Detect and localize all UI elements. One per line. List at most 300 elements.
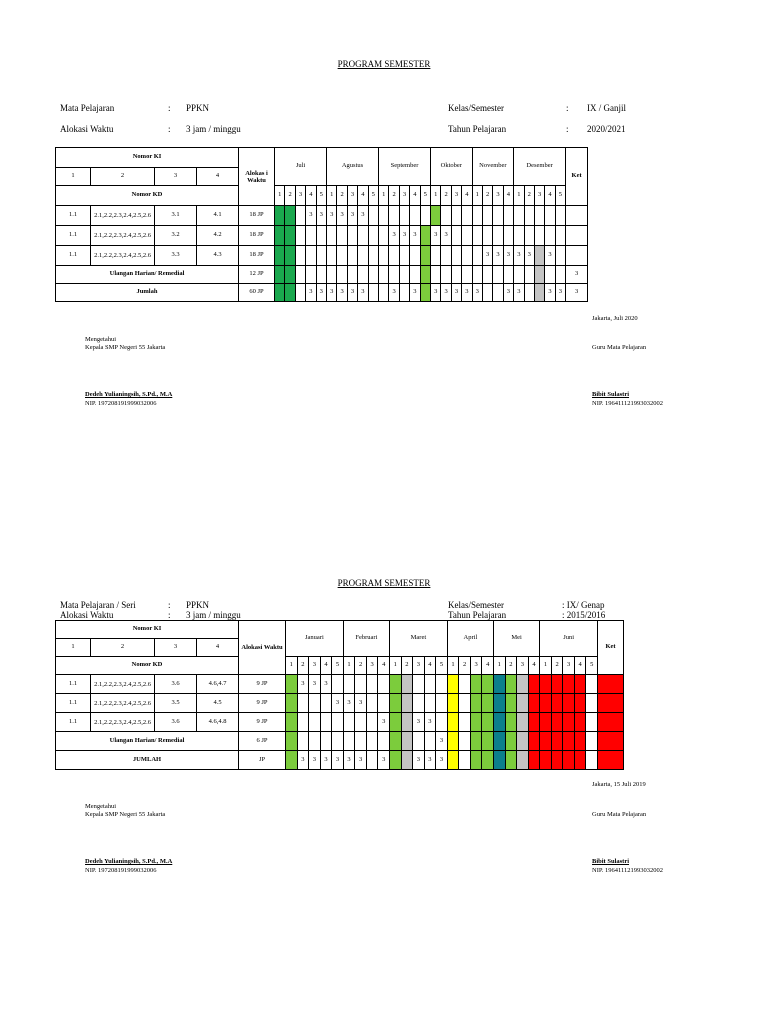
week-cell <box>441 246 451 266</box>
week-cell: 3 <box>389 284 399 302</box>
week-cell: 3 <box>514 246 524 266</box>
week-cell <box>493 226 503 246</box>
tahun-value: : 2015/2016 <box>562 610 606 620</box>
week-number: 4 <box>528 657 540 675</box>
nomor-ki-header: Nomor KI <box>56 621 239 639</box>
week-cell <box>413 694 425 713</box>
week-cell <box>286 751 298 770</box>
week-cell <box>482 732 494 751</box>
week-number: 1 <box>540 657 552 675</box>
week-cell <box>420 284 430 302</box>
week-cell <box>297 713 309 732</box>
alokasi-value: 18 JP <box>239 246 275 266</box>
week-cell <box>401 675 413 694</box>
alokasi-value: 18 JP <box>239 206 275 226</box>
week-number: 3 <box>493 186 503 206</box>
week-cell <box>462 246 472 266</box>
week-cell <box>451 206 461 226</box>
sig-right-position: Guru Mata Pelajaran <box>592 344 647 351</box>
week-cell <box>551 713 563 732</box>
week-cell: 3 <box>424 713 436 732</box>
week-cell: 3 <box>424 751 436 770</box>
week-cell <box>424 732 436 751</box>
week-cell <box>517 675 529 694</box>
sig-left-nip: NIP. 197208191999032006 <box>85 400 157 407</box>
kd-cell: 1.1 <box>56 206 91 226</box>
week-number: 3 <box>451 186 461 206</box>
week-cell <box>563 675 575 694</box>
week-cell: 3 <box>316 206 326 226</box>
nomor-ki-header: Nomor KI <box>56 148 239 168</box>
week-cell <box>534 246 544 266</box>
week-cell <box>482 675 494 694</box>
week-cell: 3 <box>545 246 555 266</box>
alokasi-value: 3 jam / minggu <box>186 610 241 620</box>
sig-right-nip: NIP. 196411121993032002 <box>592 867 664 874</box>
week-cell <box>540 675 552 694</box>
week-cell: 3 <box>462 284 472 302</box>
week-cell: 3 <box>343 694 355 713</box>
alokasi-value: 60 JP <box>239 284 275 302</box>
week-cell <box>524 206 534 226</box>
week-cell <box>275 284 285 302</box>
month-header: Februari <box>343 621 389 657</box>
week-cell: 3 <box>320 675 332 694</box>
alokasi-value: 9 JP <box>239 694 286 713</box>
week-cell <box>366 694 378 713</box>
week-number: 5 <box>586 657 598 675</box>
week-cell <box>368 206 378 226</box>
week-cell <box>285 246 295 266</box>
week-cell <box>472 246 482 266</box>
week-number: 2 <box>459 657 471 675</box>
week-cell <box>337 246 347 266</box>
week-cell: 3 <box>355 751 367 770</box>
week-cell <box>534 266 544 284</box>
week-cell <box>436 694 448 713</box>
week-cell <box>459 732 471 751</box>
week-cell <box>505 732 517 751</box>
week-cell: 3 <box>297 675 309 694</box>
week-cell <box>358 226 368 246</box>
week-number: 3 <box>563 657 575 675</box>
week-cell <box>320 694 332 713</box>
week-cell <box>505 694 517 713</box>
ket-cell <box>566 226 588 246</box>
week-cell: 3 <box>306 206 316 226</box>
week-cell <box>368 246 378 266</box>
week-cell <box>447 675 459 694</box>
week-cell <box>379 266 389 284</box>
week-cell <box>410 246 420 266</box>
page-title: PROGRAM SEMESTER <box>337 578 431 588</box>
week-cell <box>332 713 344 732</box>
week-cell <box>514 226 524 246</box>
week-cell <box>285 284 295 302</box>
week-number: 5 <box>436 657 448 675</box>
week-cell <box>309 694 321 713</box>
nomor-kd-header: Nomor KD <box>56 657 239 675</box>
week-cell: 3 <box>524 246 534 266</box>
week-cell <box>563 694 575 713</box>
week-number: 5 <box>332 657 344 675</box>
ki-number: 3 <box>155 168 197 186</box>
week-number: 1 <box>390 657 402 675</box>
week-number: 3 <box>295 186 305 206</box>
week-cell <box>286 694 298 713</box>
week-cell: 3 <box>413 751 425 770</box>
mapel-label: Mata Pelajaran <box>60 103 115 113</box>
week-cell <box>574 751 586 770</box>
alokasi-label: Alokasi Waktu <box>60 124 114 134</box>
kd-cell: 1.1 <box>56 713 91 732</box>
month-header: Juli <box>275 148 327 186</box>
week-cell <box>551 675 563 694</box>
week-cell <box>555 246 565 266</box>
ki-number: 3 <box>155 639 197 657</box>
week-cell <box>493 284 503 302</box>
kd-cell: 1.1 <box>56 246 91 266</box>
week-cell: 3 <box>337 284 347 302</box>
week-cell <box>441 266 451 284</box>
week-cell <box>332 732 344 751</box>
alokasi-label: Alokasi Waktu <box>60 610 114 620</box>
week-cell <box>431 206 441 226</box>
week-cell <box>514 266 524 284</box>
week-cell: 3 <box>493 246 503 266</box>
week-cell <box>285 226 295 246</box>
ket-cell <box>566 206 588 226</box>
week-cell <box>503 226 513 246</box>
semester-table <box>55 147 588 302</box>
week-cell <box>528 694 540 713</box>
week-cell <box>306 246 316 266</box>
month-header: Oktober <box>431 148 473 186</box>
week-cell <box>551 732 563 751</box>
week-cell <box>555 266 565 284</box>
week-cell: 3 <box>378 713 390 732</box>
week-cell <box>320 713 332 732</box>
kd-cell: 2.1,2.2,2.3,2.4,2.5,2.6 <box>91 206 155 226</box>
week-cell: 3 <box>327 284 337 302</box>
week-cell <box>295 246 305 266</box>
week-number: 2 <box>297 657 309 675</box>
week-cell <box>399 206 409 226</box>
week-cell <box>472 226 482 246</box>
week-number: 1 <box>472 186 482 206</box>
tahun-colon: : <box>566 124 569 134</box>
week-number: 1 <box>431 186 441 206</box>
kelas-label: Kelas/Semester <box>448 600 504 610</box>
week-cell: 3 <box>327 206 337 226</box>
week-cell <box>574 694 586 713</box>
sig-right-nip: NIP. 196411121993032002 <box>592 400 664 407</box>
week-cell <box>316 246 326 266</box>
week-cell <box>528 713 540 732</box>
week-number: 2 <box>401 657 413 675</box>
week-number: 2 <box>524 186 534 206</box>
ki-number: 4 <box>197 168 239 186</box>
week-cell <box>378 694 390 713</box>
week-number: 5 <box>368 186 378 206</box>
week-cell <box>482 206 492 226</box>
tahun-label: Tahun Pelajaran <box>448 124 507 134</box>
week-number: 1 <box>494 657 506 675</box>
week-cell <box>368 266 378 284</box>
mapel-colon: : <box>168 600 171 610</box>
kd-cell: 4.3 <box>197 246 239 266</box>
week-cell <box>337 266 347 284</box>
week-cell: 3 <box>399 226 409 246</box>
week-cell <box>528 675 540 694</box>
week-cell <box>347 226 357 246</box>
ket-cell <box>598 675 624 694</box>
week-cell <box>390 732 402 751</box>
kd-cell: 3.1 <box>155 206 197 226</box>
week-cell <box>401 732 413 751</box>
week-number: 2 <box>389 186 399 206</box>
week-cell <box>472 266 482 284</box>
week-number: 4 <box>424 657 436 675</box>
week-number: 3 <box>517 657 529 675</box>
week-number: 5 <box>316 186 326 206</box>
week-cell: 3 <box>472 284 482 302</box>
sig-right-position: Guru Mata Pelajaran <box>592 811 647 818</box>
week-cell <box>401 694 413 713</box>
sig-left-position: Kepala SMP Negeri 55 Jakarta <box>85 344 166 351</box>
week-cell <box>540 751 552 770</box>
ket-cell: 3 <box>566 284 588 302</box>
week-cell <box>389 246 399 266</box>
week-cell <box>470 751 482 770</box>
week-cell <box>309 713 321 732</box>
week-cell: 3 <box>355 694 367 713</box>
nomor-kd-header: Nomor KD <box>56 186 239 206</box>
kd-cell: 4.1 <box>197 206 239 226</box>
week-number: 1 <box>343 657 355 675</box>
week-cell <box>275 226 285 246</box>
week-cell <box>327 266 337 284</box>
week-cell <box>295 266 305 284</box>
week-cell <box>431 246 441 266</box>
week-cell <box>368 226 378 246</box>
week-cell <box>379 226 389 246</box>
mapel-value: PPKN <box>186 600 210 610</box>
month-header: September <box>379 148 431 186</box>
week-cell: 3 <box>503 246 513 266</box>
week-cell <box>366 751 378 770</box>
alokasi-value: 9 JP <box>239 713 286 732</box>
month-header: Mei <box>494 621 540 657</box>
week-cell: 3 <box>431 284 441 302</box>
week-number: 1 <box>514 186 524 206</box>
week-cell <box>503 266 513 284</box>
sig-left-name: Dedeh Yulianingsih, S.Pd., M.A <box>85 858 173 865</box>
week-cell: 3 <box>306 284 316 302</box>
week-cell <box>524 284 534 302</box>
week-cell <box>586 732 598 751</box>
week-cell: 3 <box>389 226 399 246</box>
week-cell <box>493 206 503 226</box>
week-cell <box>494 675 506 694</box>
week-cell: 3 <box>436 732 448 751</box>
week-cell: 3 <box>410 226 420 246</box>
week-number: 1 <box>286 657 298 675</box>
week-cell <box>420 246 430 266</box>
week-cell <box>320 732 332 751</box>
week-number: 3 <box>309 657 321 675</box>
week-cell <box>413 732 425 751</box>
ket-header: Ket <box>598 621 624 675</box>
week-cell <box>368 284 378 302</box>
week-cell <box>332 675 344 694</box>
week-cell <box>401 713 413 732</box>
ki-number: 4 <box>197 639 239 657</box>
month-header: Desember <box>514 148 566 186</box>
week-cell <box>297 732 309 751</box>
week-cell <box>309 732 321 751</box>
week-cell <box>347 246 357 266</box>
ket-cell <box>598 751 624 770</box>
week-number: 3 <box>347 186 357 206</box>
week-cell <box>343 732 355 751</box>
week-cell <box>420 206 430 226</box>
week-number: 4 <box>306 186 316 206</box>
sig-left-title: Mengetahui <box>85 336 117 343</box>
ki-number: 1 <box>56 639 91 657</box>
summary-label: JUMLAH <box>56 751 239 770</box>
week-cell: 3 <box>320 751 332 770</box>
week-cell <box>378 675 390 694</box>
summary-label: Ulangan Harian/ Remedial <box>56 266 239 284</box>
week-cell <box>343 713 355 732</box>
alokasi-header: Alokas i Waktu <box>239 148 275 206</box>
week-number: 1 <box>327 186 337 206</box>
week-cell <box>459 675 471 694</box>
alokasi-colon: : <box>168 610 171 620</box>
week-cell <box>540 713 552 732</box>
kd-cell: 4.6,4.8 <box>197 713 239 732</box>
kelas-value: IX / Ganjil <box>587 103 626 113</box>
kd-cell: 4.2 <box>197 226 239 246</box>
week-cell <box>366 732 378 751</box>
week-cell <box>494 694 506 713</box>
alokasi-value: 18 JP <box>239 226 275 246</box>
week-cell <box>378 732 390 751</box>
week-cell <box>389 206 399 226</box>
summary-label: Ulangan Harian/ Remedial <box>56 732 239 751</box>
alokasi-value: 3 jam / minggu <box>186 124 241 134</box>
kd-cell: 3.6 <box>155 675 197 694</box>
week-cell <box>447 732 459 751</box>
sig-left-title: Mengetahui <box>85 803 117 810</box>
week-cell <box>355 732 367 751</box>
place-date: Jakarta, Juli 2020 <box>592 315 638 322</box>
week-cell <box>286 675 298 694</box>
kd-cell: 2.1,2.2,2.3,2.4,2.5,2.6 <box>91 694 155 713</box>
week-cell <box>462 226 472 246</box>
week-cell: 3 <box>441 226 451 246</box>
week-cell <box>390 713 402 732</box>
kd-cell: 4.6,4.7 <box>197 675 239 694</box>
mapel-colon: : <box>168 103 171 113</box>
week-cell: 3 <box>451 284 461 302</box>
kd-cell: 3.2 <box>155 226 197 246</box>
week-cell <box>286 713 298 732</box>
week-cell <box>424 675 436 694</box>
week-cell: 3 <box>337 206 347 226</box>
week-cell <box>355 675 367 694</box>
sig-left-nip: NIP. 197208191999032006 <box>85 867 157 874</box>
week-cell: 3 <box>503 284 513 302</box>
week-cell <box>306 226 316 246</box>
week-cell <box>447 694 459 713</box>
week-cell <box>524 266 534 284</box>
week-cell <box>505 751 517 770</box>
week-cell: 3 <box>309 675 321 694</box>
week-cell <box>470 732 482 751</box>
week-cell <box>574 713 586 732</box>
kd-cell: 2.1,2.2,2.3,2.4,2.5,2.6 <box>91 675 155 694</box>
week-cell <box>494 732 506 751</box>
week-cell <box>459 713 471 732</box>
week-cell <box>451 226 461 246</box>
tahun-label: Tahun Pelajaran <box>448 610 507 620</box>
ket-cell <box>598 694 624 713</box>
week-cell <box>462 206 472 226</box>
week-cell <box>482 694 494 713</box>
alokasi-value: JP <box>239 751 286 770</box>
week-number: 4 <box>462 186 472 206</box>
week-cell <box>306 266 316 284</box>
week-cell <box>285 206 295 226</box>
week-cell: 3 <box>332 694 344 713</box>
week-cell <box>355 713 367 732</box>
week-cell <box>563 713 575 732</box>
week-cell <box>534 226 544 246</box>
week-number: 5 <box>420 186 430 206</box>
week-cell <box>413 675 425 694</box>
week-number: 1 <box>379 186 389 206</box>
month-header: Agustus <box>327 148 379 186</box>
week-cell <box>493 266 503 284</box>
sig-left-name: Dedeh Yulianingsih, S.Pd., M.A <box>85 391 173 398</box>
ket-cell <box>598 732 624 751</box>
month-header: November <box>472 148 514 186</box>
kd-cell: 3.3 <box>155 246 197 266</box>
week-cell <box>297 694 309 713</box>
week-number: 1 <box>275 186 285 206</box>
week-cell <box>295 206 305 226</box>
week-cell <box>524 226 534 246</box>
week-cell: 3 <box>545 284 555 302</box>
week-cell <box>358 266 368 284</box>
week-cell <box>327 226 337 246</box>
mapel-label: Mata Pelajaran / Seri <box>60 600 136 610</box>
kelas-colon: : <box>566 103 569 113</box>
week-cell <box>517 694 529 713</box>
week-cell <box>366 713 378 732</box>
week-cell <box>347 266 357 284</box>
week-cell <box>459 751 471 770</box>
week-cell <box>379 284 389 302</box>
week-cell <box>431 266 441 284</box>
week-number: 2 <box>355 657 367 675</box>
week-cell <box>517 713 529 732</box>
mapel-value: PPKN <box>186 103 210 113</box>
tahun-value: 2020/2021 <box>587 124 626 134</box>
week-cell: 3 <box>431 226 441 246</box>
